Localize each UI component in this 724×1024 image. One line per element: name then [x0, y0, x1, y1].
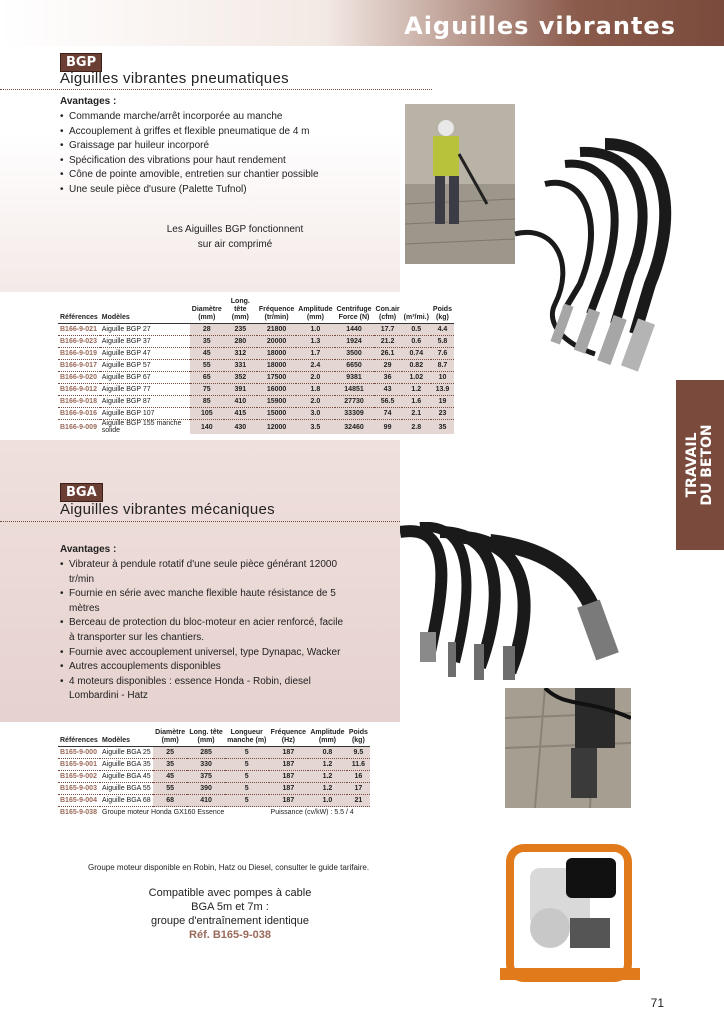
bga-badge: BGA	[60, 483, 103, 502]
value-cell: 27730	[335, 396, 374, 408]
value-cell: 5	[225, 759, 269, 771]
value-cell: 23	[431, 408, 454, 420]
value-cell: 187	[269, 759, 309, 771]
reference-cell: B165-9-000	[58, 747, 100, 759]
value-cell: 35	[190, 336, 224, 348]
column-header: Diamètre (mm)	[190, 297, 224, 324]
table-row	[58, 384, 454, 396]
value-cell: 21.2	[374, 336, 402, 348]
value-cell: 1440	[335, 324, 374, 336]
value-cell: 2.4	[296, 360, 334, 372]
value-cell: 390	[187, 783, 225, 795]
value-cell: 1.2	[308, 771, 347, 783]
value-cell: 430	[224, 420, 257, 435]
value-cell: 75	[190, 384, 224, 396]
rubber-boot	[571, 748, 597, 798]
table-row	[58, 348, 454, 360]
table-header-row	[58, 728, 370, 747]
table-row	[58, 360, 454, 372]
value-cell: 14851	[335, 384, 374, 396]
value-cell: 2.0	[296, 396, 334, 408]
value-cell: 17.7	[374, 324, 402, 336]
value-cell: 15900	[257, 396, 296, 408]
table-row	[58, 396, 454, 408]
table-row	[58, 771, 370, 783]
value-cell: 331	[224, 360, 257, 372]
value-cell: 45	[190, 348, 224, 360]
value-cell: 55	[190, 360, 224, 372]
value-cell: 1.2	[308, 759, 347, 771]
reference-cell: B166-9-017	[58, 360, 100, 372]
value-cell: 1.2	[402, 384, 431, 396]
value-cell: 26.1	[374, 348, 402, 360]
value-cell: 410	[224, 396, 257, 408]
value-cell: 140	[190, 420, 224, 435]
table-header-row	[58, 297, 454, 324]
value-cell: 1.7	[296, 348, 334, 360]
column-header: Diamètre (mm)	[153, 728, 187, 747]
column-header: Con.air (cfm)	[374, 297, 402, 324]
reference-cell: B165-9-004	[58, 795, 100, 807]
value-cell: 20000	[257, 336, 296, 348]
reference-cell: B166-9-012	[58, 384, 100, 396]
value-cell: 105	[190, 408, 224, 420]
table-row	[58, 336, 454, 348]
value-cell: 19	[431, 396, 454, 408]
value-cell: 35	[153, 759, 187, 771]
reference-cell: B166-9-016	[58, 408, 100, 420]
page-number: 71	[650, 996, 664, 1010]
reference-cell: B165-9-002	[58, 771, 100, 783]
table-row	[58, 795, 370, 807]
model-cell: Aiguille BGP 47	[100, 348, 190, 360]
table-row	[58, 372, 454, 384]
bga-spec-table	[58, 728, 370, 819]
motor-power: Puissance (cv/kW) : 5.5 / 4	[269, 807, 370, 819]
column-header: Modèles	[100, 728, 153, 747]
value-cell: 18000	[257, 348, 296, 360]
value-cell: 2.8	[402, 420, 431, 435]
value-cell: 18000	[257, 360, 296, 372]
value-cell: 55	[153, 783, 187, 795]
fuel-tank	[566, 858, 616, 898]
model-cell: Aiguille BGP 27	[100, 324, 190, 336]
value-cell: 5	[225, 771, 269, 783]
value-cell: 1.2	[308, 783, 347, 795]
value-cell: 99	[374, 420, 402, 435]
worker-vest	[433, 136, 459, 176]
value-cell: 17	[347, 783, 370, 795]
bga-section-title: Aiguilles vibrantes mécaniques	[60, 501, 275, 518]
value-cell: 187	[269, 771, 309, 783]
value-cell: 1.0	[308, 795, 347, 807]
value-cell: 11.6	[347, 759, 370, 771]
list-item: • Une seule pièce d'usure (Palette Tufnol)	[60, 183, 390, 198]
value-cell: 2.0	[296, 372, 334, 384]
value-cell: 8.7	[431, 360, 454, 372]
value-cell: 25	[153, 747, 187, 759]
bgp-spec-table	[58, 297, 454, 434]
value-cell: 1.0	[296, 324, 334, 336]
table-row	[58, 420, 454, 435]
motor-row	[58, 807, 370, 819]
value-cell: 375	[187, 771, 225, 783]
bgp-advantages-title: Avantages :	[60, 96, 117, 107]
value-cell: 0.82	[402, 360, 431, 372]
value-cell: 74	[374, 408, 402, 420]
value-cell: 187	[269, 783, 309, 795]
column-header: Amplitude (mm)	[308, 728, 347, 747]
page-title: Aiguilles vibrantes	[404, 12, 676, 40]
value-cell: 15000	[257, 408, 296, 420]
value-cell: 21	[347, 795, 370, 807]
table-row	[58, 408, 454, 420]
model-cell: Aiguille BGP 57	[100, 360, 190, 372]
column-header: Long. tête (mm)	[224, 297, 257, 324]
value-cell: 3.5	[296, 420, 334, 435]
list-item: • Accouplement à griffes et flexible pneumatique de 4 m	[60, 125, 390, 140]
value-cell: 3.0	[296, 408, 334, 420]
value-cell: 285	[187, 747, 225, 759]
worker-helmet	[438, 120, 454, 136]
table-row	[58, 324, 454, 336]
value-cell: 2.1	[402, 408, 431, 420]
value-cell: 9381	[335, 372, 374, 384]
reference-cell: B166-9-020	[58, 372, 100, 384]
value-cell: 1.02	[402, 372, 431, 384]
model-cell: Aiguille BGA 25	[100, 747, 153, 759]
value-cell: 13.9	[431, 384, 454, 396]
value-cell: 85	[190, 396, 224, 408]
value-cell: 10	[431, 372, 454, 384]
bgp-section-title: Aiguilles vibrantes pneumatiques	[60, 70, 289, 87]
list-item: • Cône de pointe amovible, entretien sur chantier possible	[60, 168, 390, 183]
model-cell: Aiguille BGP 37	[100, 336, 190, 348]
value-cell: 280	[224, 336, 257, 348]
side-tab-label: TRAVAIL DU BETON	[684, 424, 715, 506]
concrete-floor	[405, 184, 515, 264]
reference-cell: B165-9-001	[58, 759, 100, 771]
value-cell: 5	[225, 747, 269, 759]
list-item: • Commande marche/arrêt incorporée au manche	[60, 110, 390, 125]
list-item: • Graissage par huileur incorporé	[60, 139, 390, 154]
value-cell: 352	[224, 372, 257, 384]
motor-reference: B165-9-038	[58, 807, 100, 819]
bga-advantages-title: Avantages :	[60, 544, 117, 555]
column-header: Centrifuge Force (N)	[335, 297, 374, 324]
reference-cell: B166-9-018	[58, 396, 100, 408]
value-cell: 415	[224, 408, 257, 420]
model-cell: Aiguille BGA 68	[100, 795, 153, 807]
value-cell: 56.5	[374, 396, 402, 408]
column-header: Modèles	[100, 297, 190, 324]
model-cell: Aiguille BGP 67	[100, 372, 190, 384]
value-cell: 1924	[335, 336, 374, 348]
table-row	[58, 759, 370, 771]
value-cell: 0.5	[402, 324, 431, 336]
list-item: • Berceau de protection du bloc-moteur en acier renforcé, facile à transporter sur les chantiers.	[60, 616, 350, 645]
value-cell: 1.3	[296, 336, 334, 348]
value-cell: 12000	[257, 420, 296, 435]
column-header: Fréquence (Hz)	[269, 728, 309, 747]
bgp-divider	[0, 89, 432, 90]
value-cell: 17500	[257, 372, 296, 384]
list-item: • Fournie avec accouplement universel, type Dynapac, Wacker	[60, 646, 350, 661]
reference-cell: B166-9-019	[58, 348, 100, 360]
column-header: Références	[58, 297, 100, 324]
compatibility-note: Compatible avec pompes à cable BGA 5m et 7m : groupe d'entraînement identique Réf. B165-9-038	[148, 887, 312, 941]
value-cell: 9.5	[347, 747, 370, 759]
value-cell: 29	[374, 360, 402, 372]
value-cell: 3500	[335, 348, 374, 360]
column-header: Amplitude (mm)	[296, 297, 334, 324]
bga-divider	[0, 521, 400, 522]
bga-product-photo	[400, 522, 670, 682]
poker-head	[448, 642, 456, 677]
coupling	[420, 632, 436, 662]
value-cell: 187	[269, 747, 309, 759]
bga-advantages-list	[60, 558, 350, 704]
value-cell: 0.8	[308, 747, 347, 759]
value-cell: 4.4	[431, 324, 454, 336]
bga-table-body	[58, 747, 370, 807]
list-item: • 4 moteurs disponibles : essence Honda - Robin, diesel Lombardini - Hatz	[60, 675, 350, 704]
engine-availability-note: Groupe moteur disponible en Robin, Hatz ou Diesel, consulter le guide tarifaire.	[88, 863, 370, 872]
column-header: Fréquence (tr/min)	[257, 297, 296, 324]
value-cell: 391	[224, 384, 257, 396]
motor-label: Groupe moteur Honda GX160 Essence	[100, 807, 269, 819]
value-cell: 33309	[335, 408, 374, 420]
list-item: • Vibrateur à pendule rotatif d'une seule pièce générant 12000 tr/min	[60, 558, 350, 587]
reference-cell: B166-9-009	[58, 420, 100, 435]
value-cell: 1.8	[296, 384, 334, 396]
list-item: • Fournie en série avec manche flexible haute résistance de 5 mètres	[60, 587, 350, 616]
value-cell: 5	[225, 795, 269, 807]
value-cell: 45	[153, 771, 187, 783]
bga-site-photo	[505, 688, 631, 808]
value-cell: 6650	[335, 360, 374, 372]
bgp-advantages-list	[60, 110, 390, 198]
value-cell: 330	[187, 759, 225, 771]
value-cell: 16	[347, 771, 370, 783]
model-cell: Aiguille BGA 55	[100, 783, 153, 795]
model-cell: Aiguille BGP 155 manche solide	[100, 420, 190, 435]
table-row	[58, 747, 370, 759]
model-cell: Aiguille BGA 35	[100, 759, 153, 771]
value-cell: 16000	[257, 384, 296, 396]
list-item: • Spécification des vibrations pour haut rendement	[60, 154, 390, 169]
value-cell: 1.6	[402, 396, 431, 408]
worker-legs	[575, 688, 615, 748]
list-item: • Autres accouplements disponibles	[60, 660, 350, 675]
recoil-starter	[530, 908, 570, 948]
column-header: Longueur manche (m)	[225, 728, 269, 747]
column-header: Poids (kg)	[347, 728, 370, 747]
value-cell: 5.8	[431, 336, 454, 348]
value-cell: 36	[374, 372, 402, 384]
column-header: Références	[58, 728, 100, 747]
column-header: Long. tête (mm)	[187, 728, 225, 747]
column-header: Poids (kg)	[431, 297, 454, 324]
model-cell: Aiguille BGA 45	[100, 771, 153, 783]
value-cell: 235	[224, 324, 257, 336]
value-cell: 32460	[335, 420, 374, 435]
table-row	[58, 783, 370, 795]
model-cell: Aiguille BGP 77	[100, 384, 190, 396]
reference-cell: B166-9-021	[58, 324, 100, 336]
bgp-badge: BGP	[60, 53, 102, 72]
value-cell: 65	[190, 372, 224, 384]
side-tab	[676, 380, 724, 550]
value-cell: 68	[153, 795, 187, 807]
reference-cell: B165-9-003	[58, 783, 100, 795]
model-cell: Aiguille BGP 87	[100, 396, 190, 408]
reference-cell: B166-9-023	[58, 336, 100, 348]
value-cell: 410	[187, 795, 225, 807]
value-cell: 7.6	[431, 348, 454, 360]
value-cell: 43	[374, 384, 402, 396]
bgp-table-body	[58, 324, 454, 435]
base-frame	[500, 968, 640, 980]
engine-group-photo	[500, 828, 640, 988]
value-cell: 35	[431, 420, 454, 435]
column-header: (m³/mi.)	[402, 297, 431, 324]
value-cell: 28	[190, 324, 224, 336]
value-cell: 187	[269, 795, 309, 807]
value-cell: 0.74	[402, 348, 431, 360]
value-cell: 0.6	[402, 336, 431, 348]
value-cell: 312	[224, 348, 257, 360]
model-cell: Aiguille BGP 107	[100, 408, 190, 420]
value-cell: 5	[225, 783, 269, 795]
value-cell: 21800	[257, 324, 296, 336]
bgp-air-note: Les Aiguilles BGP fonctionnent sur air comprimé	[166, 224, 304, 250]
